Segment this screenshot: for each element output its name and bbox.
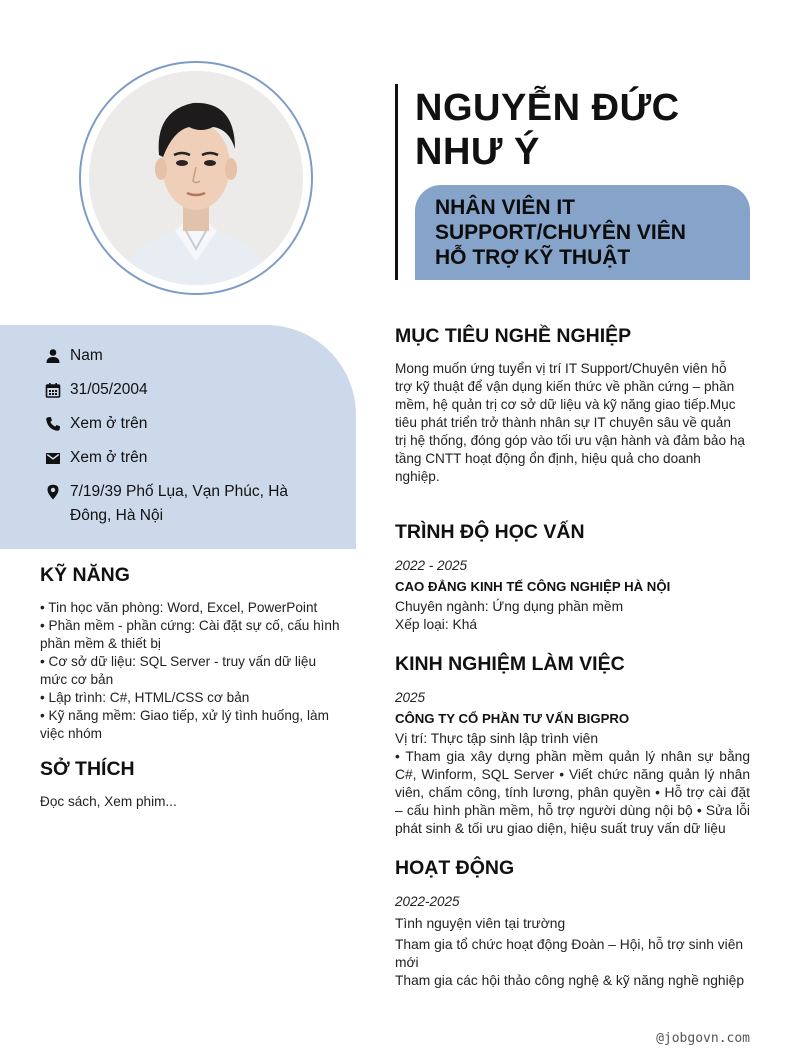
contact-birthday	[44, 378, 310, 402]
education-rank: Xếp loại: Khá	[395, 617, 478, 632]
activity-item: Tình nguyện viên tại trường	[395, 916, 566, 931]
experience-title: KINH NGHIỆM LÀM VIỆC	[395, 653, 625, 675]
job-title-line-1: NHÂN VIÊN IT	[435, 196, 576, 219]
skills-list	[40, 599, 345, 743]
skill-item: • Cơ sở dữ liệu: SQL Server - truy vấn dữ liệu mức cơ bản	[40, 654, 317, 687]
profile-photo	[89, 71, 303, 285]
skills-title: KỸ NĂNG	[40, 564, 130, 586]
activity-item: Tham gia tổ chức hoạt động Đoàn – Hội, hỗ trợ sinh viên mới	[395, 937, 744, 970]
birthday-text: 31/05/2004	[70, 381, 148, 398]
experience-details: • Tham gia xây dựng phần mềm quản lý nhân sự bằng C#, Winform, SQL Server • Viết chức năng quản lý nhân viên, chấm công, tính lương, phân quyền • Hỗ trợ cài đặt – cấu hình phần mềm, hỗ trợ người dùng nội bộ • Sửa lỗi phát sinh & tối ưu giao diện, hiệu suất truy vấn dữ liệu	[395, 749, 750, 836]
gender-text: Nam	[70, 347, 103, 364]
job-title-line-2: SUPPORT/CHUYÊN VIÊN	[435, 221, 686, 244]
location-pin-icon	[44, 480, 62, 504]
school-name: CAO ĐẲNG KINH TẾ CÔNG NGHIỆP HÀ NỘI	[395, 579, 671, 594]
name-line-2: NHƯ Ý	[415, 131, 540, 173]
contact-phone	[44, 412, 310, 436]
job-title-line-3: HỖ TRỢ KỸ THUẬT	[435, 246, 631, 269]
objective-title: MỤC TIÊU NGHỀ NGHIỆP	[395, 325, 632, 347]
activities-entry	[395, 894, 750, 990]
education-title: TRÌNH ĐỘ HỌC VẤN	[395, 521, 585, 543]
calendar-icon	[44, 378, 62, 402]
candidate-name	[415, 86, 745, 174]
hobbies-text: Đọc sách, Xem phim...	[40, 794, 177, 809]
company-name: CÔNG TY CỔ PHẦN TƯ VẤN BIGPRO	[395, 711, 630, 726]
watermark: @jobgovn.com	[656, 1031, 750, 1046]
address-text: 7/19/39 Phố Lụa, Vạn Phúc, Hà Đông, Hà Nội	[70, 483, 289, 524]
experience-period: 2025	[395, 690, 426, 705]
skill-item: • Tin học văn phòng: Word, Excel, PowerPoint	[40, 600, 318, 615]
activities-title: HOẠT ĐỘNG	[395, 857, 515, 879]
phone-icon	[44, 412, 62, 436]
activities-period: 2022-2025	[395, 894, 460, 909]
experience-position: Vị trí: Thực tập sinh lập trình viên	[395, 731, 598, 746]
education-period: 2022 - 2025	[395, 558, 468, 573]
phone-text: Xem ở trên	[70, 415, 148, 432]
education-entry	[395, 558, 750, 634]
objective-text: Mong muốn ứng tuyển vị trí IT Support/Chuyên viên hỗ trợ kỹ thuật để vận dụng kiến thức về phần cứng – phần mềm, hệ quản trị cơ sở dữ liệu và kỹ năng giao tiếp.Mục tiêu phát triển trở thành nhân sự IT chuyên sâu về quản trị hệ thống, đóng góp vào tối ưu vận hành và đảm bảo hạ tầng CNTT hoạt động ổn định, hiệu quả cho doanh nghiệp.	[395, 361, 745, 484]
name-accent-bar	[395, 84, 398, 280]
profile-photo-frame	[79, 61, 313, 295]
skill-item: • Kỹ năng mềm: Giao tiếp, xử lý tình huống, làm việc nhóm	[40, 708, 329, 741]
job-title-box	[415, 185, 750, 280]
hobbies-title: SỞ THÍCH	[40, 758, 135, 780]
contact-email	[44, 446, 310, 470]
name-line-1: NGUYỄN ĐỨC	[415, 87, 680, 129]
mail-icon	[44, 446, 62, 470]
contact-address	[44, 480, 310, 528]
email-text: Xem ở trên	[70, 449, 148, 466]
skill-item: • Lập trình: C#, HTML/CSS cơ bản	[40, 690, 250, 705]
experience-entry	[395, 690, 750, 838]
person-icon	[44, 344, 62, 368]
activity-item: Tham gia các hội thảo công nghệ & kỹ năng nghề nghiệp	[395, 973, 745, 988]
contact-gender	[44, 344, 310, 368]
skill-item: • Phần mềm - phần cứng: Cài đặt sự cố, cấu hình phần mềm & thiết bị	[40, 618, 340, 651]
education-major: Chuyên ngành: Ứng dụng phần mềm	[395, 599, 624, 614]
